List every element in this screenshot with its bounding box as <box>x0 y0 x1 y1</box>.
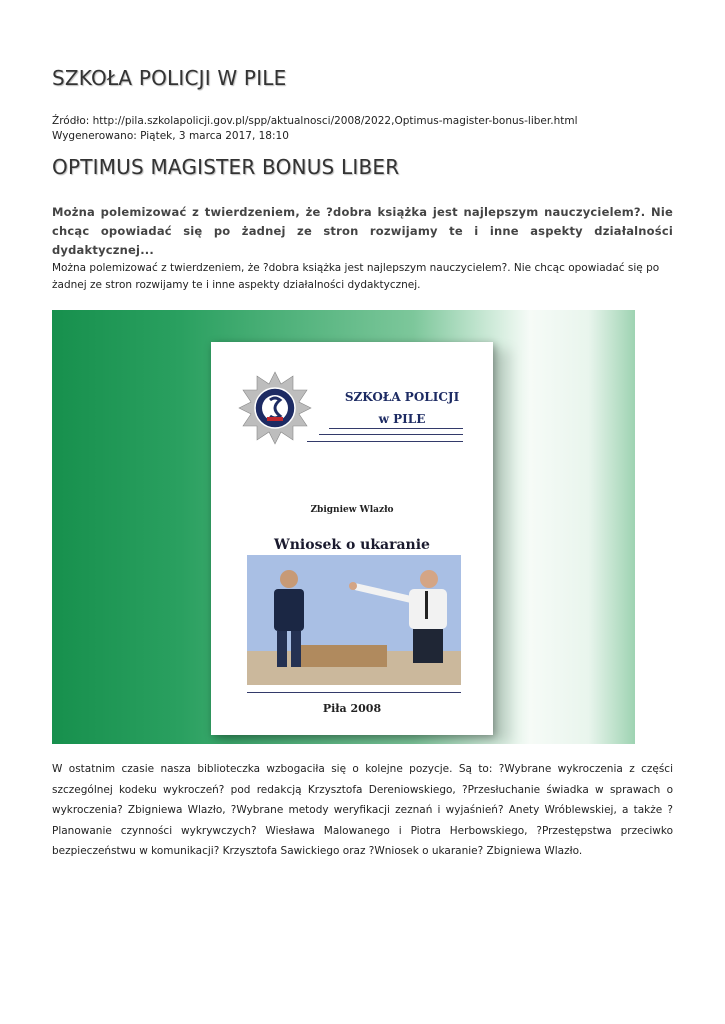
cover-school-name <box>329 386 475 430</box>
generated-line: Wygenerowano: Piątek, 3 marca 2017, 18:10 <box>52 130 289 142</box>
cover-rule <box>329 428 463 429</box>
cover-rule <box>307 441 463 442</box>
article-image <box>52 310 635 744</box>
cover-school-line2: w PILE <box>378 412 426 426</box>
article-body: W ostatnim czasie nasza biblioteczka wzbogaciła się o kolejne pozycje. Są to: ?Wybrane wykroczenia z części szczególnej kodeku wykroczeń? pod redakcją Krzysztofa Dereniowskiego, ?Przesłuchanie świadka w sprawach o wykroczenia? Zbigniewa Wlazło, ?Wybrane metody weryfikacji zeznań i wyjaśnień? Anety Wróblewskiej, a także ?Planowanie czynności wykrywczych? Wiesława Malowanego i Piotra Herbowskiego, ?Przestępstwa przeciwko bezpieczeństwu w komunikacji? Krzysztofa Sawickiego oraz ?Wniosek o ukaranie? Zbigniewa Wlazło. <box>52 763 673 857</box>
cover-school-line1: SZKOŁA POLICJI <box>344 390 460 404</box>
document-meta <box>52 114 578 144</box>
source-line: Źródło: http://pila.szkolapolicji.gov.pl/spp/aktualnosci/2008/2022,Optimus-magister-bonus-liber.html <box>52 115 578 127</box>
article-title: OPTIMUS MAGISTER BONUS LIBER <box>52 155 400 179</box>
article-intro: Można polemizować z twierdzeniem, że ?dobra książka jest najlepszym nauczycielem?. Nie chcąc opowiadać się po żadnej ze stron rozwijamy te i inne aspekty działalności dydaktycznej. <box>52 262 660 291</box>
site-title: SZKOŁA POLICJI W PILE <box>52 66 287 90</box>
cover-author: Zbigniew Wlazło <box>310 505 394 515</box>
cover-photo <box>247 555 461 685</box>
article-lead: Można polemizować z twierdzeniem, że ?dobra książka jest najlepszym nauczycielem?. Nie chcąc opowiadać się po żadnej ze stron rozwijamy te i inne aspekty działalności dydaktycznej... <box>52 205 673 257</box>
cover-footer: Piła 2008 <box>322 702 382 715</box>
cover-rule <box>319 434 463 435</box>
police-school-badge-icon <box>237 370 313 446</box>
book-cover <box>211 342 493 735</box>
cover-book-title: Wniosek o ukaranie <box>274 537 430 553</box>
cover-rule <box>247 692 461 693</box>
